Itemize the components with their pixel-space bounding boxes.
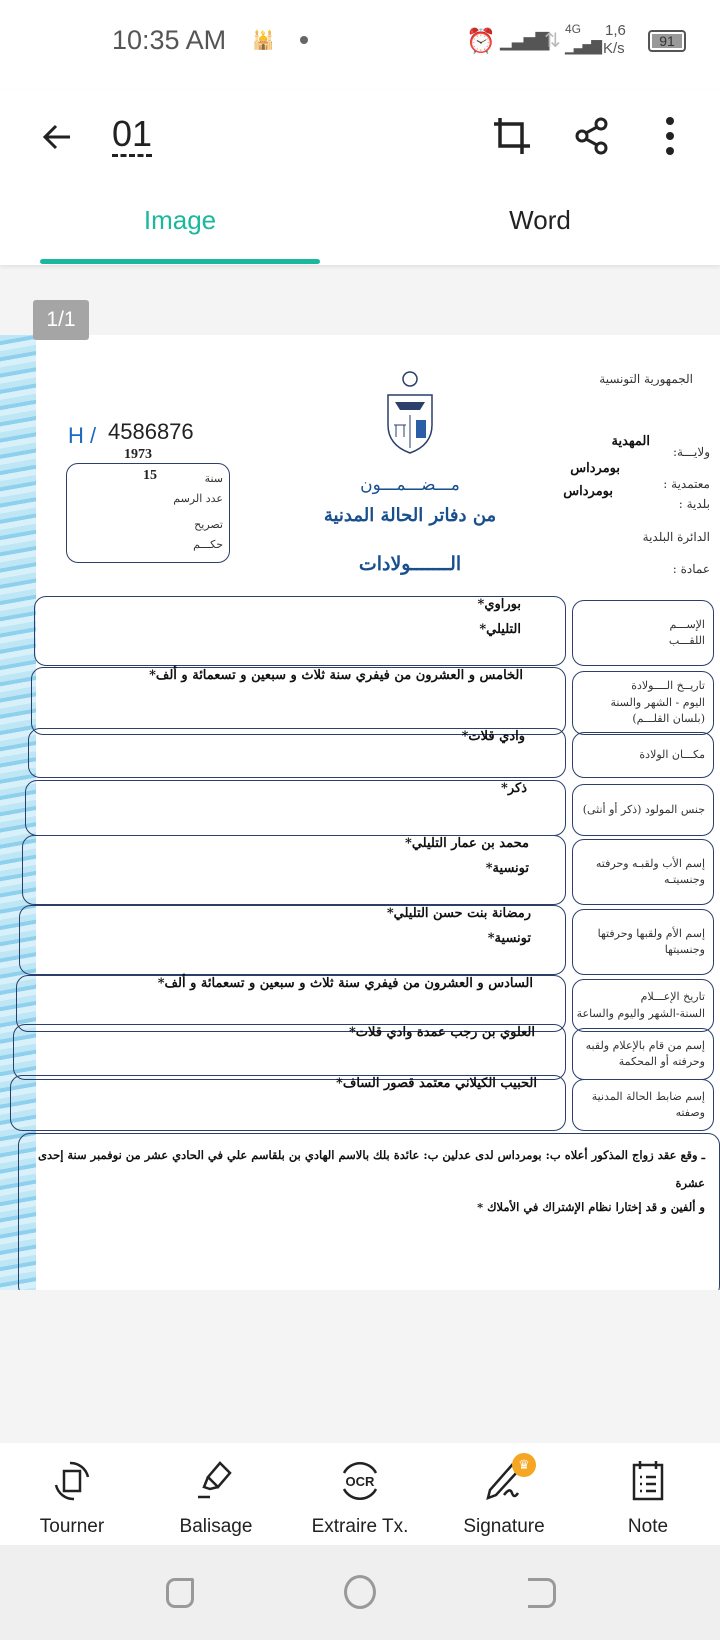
- premium-crown-icon: ♛: [512, 1453, 536, 1477]
- app-bar: [0, 90, 720, 265]
- adad-label: عدد الرسم: [173, 492, 223, 505]
- header-republic: الجمهورية التونسية: [599, 372, 693, 386]
- tab-image[interactable]: Image: [143, 205, 217, 235]
- form-row-value: الخامس و العشرون من فيفري سنة ثلاث و سبعين و تسعمائة و ألف*: [149, 668, 523, 683]
- form-row-label-box: [572, 839, 714, 905]
- highlighter-icon: [194, 1459, 238, 1503]
- speed-unit: K/s: [603, 40, 625, 57]
- sana-value: 15: [143, 468, 157, 483]
- network-type: 4G: [565, 22, 582, 36]
- share-icon[interactable]: [574, 116, 610, 156]
- serial-prefix: H /: [68, 423, 97, 448]
- imada-label: عمادة :: [672, 562, 710, 576]
- form-row-label: مكـــان الولادة: [639, 747, 705, 761]
- baladiya-value: بومرداس: [563, 484, 613, 499]
- back-nav-icon[interactable]: [528, 1578, 556, 1608]
- speed-value: 1,6: [605, 22, 626, 39]
- battery-level: 91: [652, 34, 682, 48]
- form-row-label-box: [572, 1079, 714, 1131]
- form-row-label-box: [572, 784, 714, 836]
- signal-icon: ▁▃▅▇: [500, 30, 548, 50]
- status-time: 10:35 AM: [112, 25, 227, 55]
- active-tab-indicator: [40, 259, 320, 264]
- sana-label: سنة: [204, 472, 223, 485]
- hukm-label: حكـــم: [193, 538, 223, 551]
- form-row-value-box: [19, 905, 566, 975]
- signature-button[interactable]: [432, 1443, 576, 1545]
- form-row-label: إسم من قام بالإعلام ولقبه وحرفته أو المحكمة: [585, 1038, 705, 1068]
- mosque-icon: 🕌: [252, 30, 275, 50]
- form-row-label: تاريــخ الــــولادة اليوم - الشهر والسنة (بلسان القلـــم): [610, 679, 705, 726]
- rotate-icon: [50, 1459, 94, 1503]
- form-row-label: الإســـم اللقـــب: [668, 617, 705, 647]
- form-row-label-box: [572, 732, 714, 778]
- title-births: الـــــــولادات: [358, 553, 462, 575]
- form-row-label-box: [572, 671, 714, 735]
- document-title[interactable]: 01: [112, 114, 152, 157]
- form-row-value-box: [25, 780, 566, 836]
- form-row-value-box: [28, 728, 566, 778]
- form-row-value: رمضانة بنت حسن التليلي* تونسية*: [386, 906, 531, 946]
- form-row-label: تاريخ الإعـــلام السنة-الشهر واليوم والساعة: [576, 990, 705, 1020]
- tasrih-label: تصريح: [194, 518, 223, 531]
- notification-dot-icon: [300, 36, 308, 44]
- signature-label: Signature: [463, 1516, 545, 1537]
- markup-button[interactable]: [144, 1443, 288, 1545]
- page-counter: 1/1: [33, 300, 89, 340]
- note-label: Note: [627, 1516, 669, 1537]
- more-options-icon[interactable]: [664, 116, 676, 156]
- svg-text:OCR: OCR: [345, 1474, 375, 1489]
- title-civil-registry: من دفاتر الحالة المدنية: [323, 505, 497, 526]
- markup-label: Balisage: [179, 1516, 253, 1537]
- form-row-value: العلوي بن رجب عمدة وادي قلات*: [348, 1025, 535, 1040]
- form-row-label-box: [572, 600, 714, 666]
- document-image[interactable]: [0, 335, 720, 1290]
- extract-text-label: Extraire Tx.: [311, 1516, 409, 1537]
- form-row-label-box: [572, 909, 714, 975]
- form-row-label-box: [572, 979, 714, 1032]
- form-row-label-box: [572, 1028, 714, 1080]
- form-row-label: جنس المولود (ذكر أو أنثى): [582, 802, 705, 816]
- form-row-value-box: [34, 596, 566, 666]
- baladiya-label: بلدية :: [678, 497, 710, 511]
- recent-apps-icon[interactable]: [166, 1578, 194, 1608]
- bottom-toolbar: [0, 1443, 720, 1545]
- signal-icon-2: ▁▃▅▇: [565, 38, 601, 54]
- form-row-value: السادس و العشرون من فيفري سنة ثلاث و سبعين و تسعمائة و ألف*: [157, 976, 533, 991]
- wilaya-label: ولايـــة:: [672, 445, 710, 459]
- tab-word[interactable]: Word: [509, 205, 571, 235]
- tunisia-emblem-icon: [383, 370, 437, 455]
- rotate-button[interactable]: [0, 1443, 144, 1545]
- form-row-label: إسم الأم ولقبها وحرفتها وجنسيتها: [597, 926, 705, 956]
- form-row-value: الحبيب الكيلاني معتمد قصور الساف*: [336, 1076, 537, 1091]
- note-button[interactable]: [576, 1443, 720, 1545]
- form-row-value-box: [10, 1075, 566, 1131]
- marriage-note-line-1: ـ وقع عقد زواج المذكور أعلاه ب: بومرداس لدى عدلين ب: عائدة بلك بالاسم الهادي بن بلقاسم علي في الحادي عشر من نوفمبر سنة إحدى عشرة: [38, 1148, 705, 1190]
- home-icon[interactable]: [344, 1575, 376, 1609]
- alarm-icon: ⏰: [466, 28, 496, 55]
- form-row-value: بوراوي* التليلي*: [477, 597, 521, 637]
- marriage-note-line-2: و ألفين و قد إختارا نظام الإشتراك في الأملاك *: [477, 1200, 705, 1215]
- marriage-note-box: [18, 1133, 720, 1290]
- battery-icon: [648, 30, 686, 52]
- mutamadiya-label: معتمدية :: [663, 477, 710, 491]
- ocr-icon: [338, 1459, 382, 1503]
- title-madmoun: مـــضـــمـــون: [360, 475, 460, 495]
- note-icon: [626, 1459, 670, 1503]
- mutamadiya-value: بومرداس: [570, 461, 620, 476]
- extract-text-button[interactable]: [288, 1443, 432, 1545]
- wilaya-value: المهدية: [611, 434, 650, 449]
- form-row-label: إسم الأب ولقبـه وحرفته وجنسيتـه: [595, 856, 705, 886]
- form-row-value: وادي قلات*: [461, 729, 525, 744]
- data-arrows-icon: ⇅: [544, 30, 561, 52]
- back-arrow-icon[interactable]: [40, 120, 74, 154]
- year: 1973: [124, 447, 152, 462]
- form-row-value: محمد بن عمار التليلي* تونسية*: [405, 836, 529, 876]
- form-row-label: إسم ضابط الحالة المدنية وصفته: [591, 1089, 705, 1119]
- serial-number: 4586876: [108, 419, 194, 444]
- crop-icon[interactable]: [492, 116, 532, 156]
- form-row-value-box: [22, 835, 566, 905]
- form-row-value: ذكر*: [501, 781, 527, 796]
- status-bar: [0, 0, 720, 90]
- system-nav-bar: [0, 1545, 720, 1640]
- registry-box: [66, 463, 230, 563]
- rotate-label: Tourner: [39, 1516, 105, 1537]
- daira-label: الدائرة البلدية: [642, 530, 710, 544]
